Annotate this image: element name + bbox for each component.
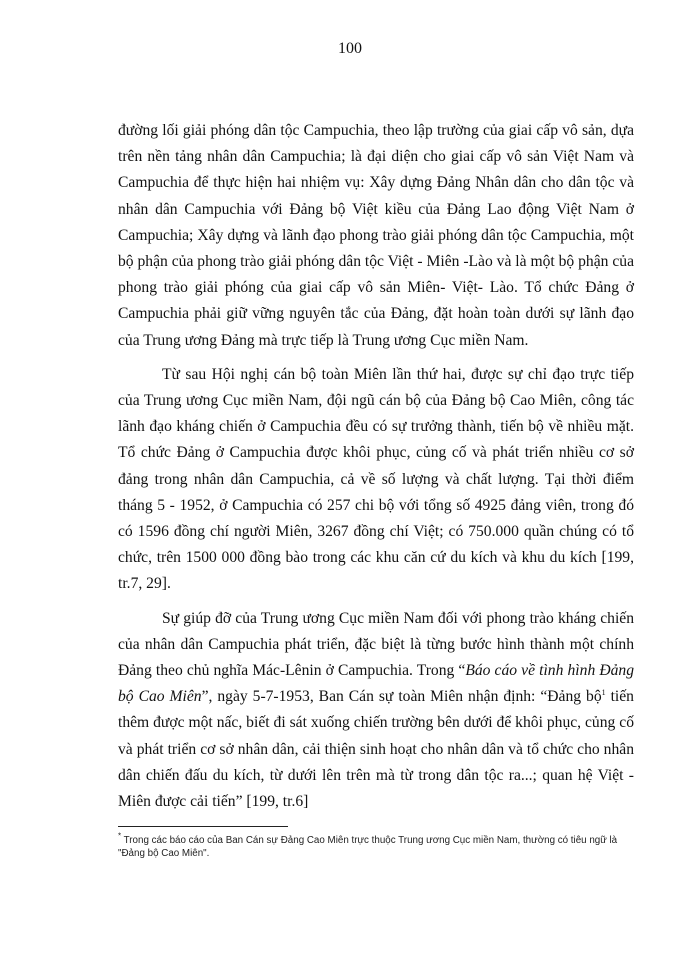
footnote [118,831,638,860]
footnote-separator [118,826,288,827]
report-title: Báo cáo về tình hình Đảng bộ Cao Miên [118,662,635,706]
paragraph-3-text-a: Sự giúp đỡ của Trung ương Cục miền Nam đối với phong trào kháng chiến của nhân dân Campuchia phát triển, đặc biệt là từng bước hình thành một chính Đảng theo chủ nghĩa Mác-Lênin ở Campuchia. Trong “ [118,609,634,680]
paragraph-3-text-c: tiến thêm được một nấc, biết đi sát xuống chiến trường bên dưới để khôi phục, củng cố và phát triển cơ sở nhân dân, cải thiện sinh hoạt cho nhân dân và tổ chức cho nhân dân chiến đấu du kích, từ dưới lên trên mà từ trong dân tộc ra...; quan hệ Việt - Miên được cải tiến” [199, tr.6] [118,688,634,811]
paragraph-2: Từ sau Hội nghị cán bộ toàn Miên lần thứ hai, được sự chỉ đạo trực tiếp của Trung ương Cục miền Nam, đội ngũ cán bộ của Đảng bộ Cao Miên, công tác lãnh đạo kháng chiến ở Campuchia đều có sự trưởng thành, tiến bộ về nhiều mặt. Tổ chức Đảng ở Campuchia được khôi phục, củng cố và phát triển nhiều cơ sở đảng trong nhân dân Campuchia, cả về số lượng và chất lượng. Tại thời điểm tháng 5 - 1952, ở Campuchia có 257 chi bộ với tổng số 4925 đảng viên, trong đó có 1596 đồng chí người Miên, 3267 đồng chí Việt; có 750.000 quần chúng có tổ chức, trên 1500 000 đồng bào trong các khu căn cứ du kích và khu du kích [199, tr.7, 29]. [118,365,634,593]
paragraph-3 [118,606,634,816]
paragraph-3-text-b: ”, ngày 5-7-1953, Ban Cán sự toàn Miên nhận định: “Đảng bộ [201,688,602,706]
body-text [118,118,634,823]
footnote-reference: 1 [601,688,606,698]
page-number: 100 [338,40,362,57]
footnote-marker: * [118,831,122,841]
footnote-text: Trong các báo cáo của Ban Cán sự Đảng Cao Miên trực thuộc Trung ương Cục miền Nam, thường có tiêu ngữ là "Đảng bộ Cao Miên". [118,835,618,859]
paragraph-1: đường lối giải phóng dân tộc Campuchia, theo lập trường của giai cấp vô sản, dựa trên nền tảng nhân dân Campuchia; là đại diện cho giai cấp vô sản Việt Nam và Campuchia để thực hiện hai nhiệm vụ: Xây dựng Đảng Nhân dân cho dân tộc và nhân dân Campuchia với Đảng bộ Việt kiều của Đảng Lao động Việt Nam ở Campuchia; Xây dựng và lãnh đạo phong trào giải phóng dân tộc Campuchia, một bộ phận của phong trào giải phóng dân tộc Việt - Miên -Lào và là một bộ phận của phong trào giải phóng của giai cấp vô sản Miên- Việt- Lào. Tổ chức Đảng ở Campuchia phải giữ vững nguyên tắc của Đảng, đặt hoàn toàn dưới sự lãnh đạo của Trung ương Đảng mà trực tiếp là Trung ương Cục miền Nam. [118,122,634,349]
